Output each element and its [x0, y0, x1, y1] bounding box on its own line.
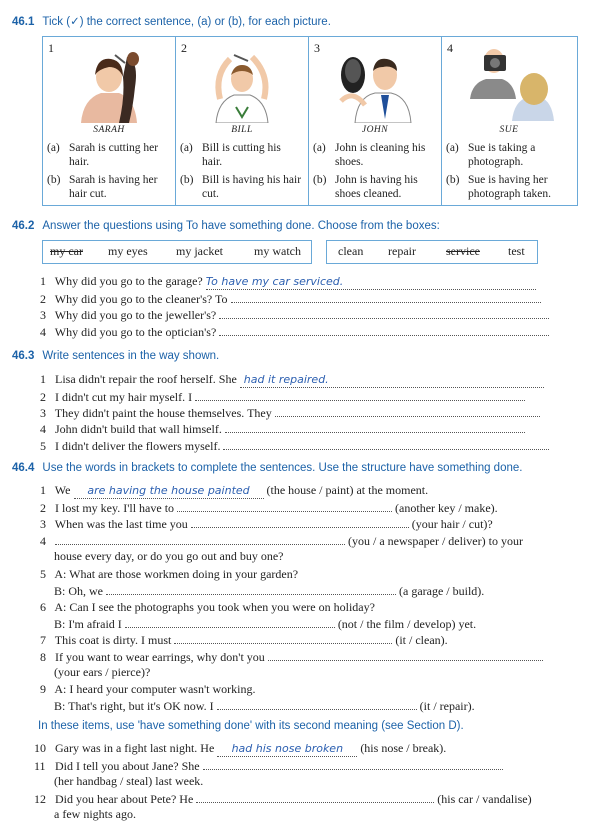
q-46-4-7: 7 This coat is dirty. I must (it / clean).: [40, 633, 448, 647]
blank-46-2-2[interactable]: [231, 291, 541, 303]
illustration-sue: [468, 43, 554, 121]
q-46-4-5-b: B: Oh, we (a garage / build).: [54, 584, 485, 598]
picture-panel: [42, 36, 578, 206]
q-46-2-4: 4 Why did you go to the optician's?: [40, 324, 549, 340]
blank-46-4-3[interactable]: [191, 516, 409, 528]
word-repair: repair: [388, 244, 416, 258]
option-1b: (b) Sarah is having her hair cut.: [47, 174, 158, 200]
blank-46-2-4[interactable]: [219, 324, 549, 336]
q-46-4-11-cont: (her handbag / steal) last week.: [54, 774, 204, 788]
q-46-2-1: 1 Why did you go to the garage? To have my car serviced.: [40, 274, 536, 290]
word-clean: clean: [338, 244, 364, 258]
q-46-4-1: 1 We are having the house painted (the house / paint) at the moment.: [40, 483, 429, 497]
q-46-2-2: 2 Why did you go to the cleaner's? To: [40, 291, 541, 307]
q-46-3-5: 5 I didn't deliver the flowers myself.: [40, 438, 549, 454]
blank-46-3-4[interactable]: [225, 421, 525, 433]
answer-46-4-1: are having the house painted: [74, 483, 264, 499]
q-46-4-3: 3 When was the last time you (your hair / cut)?: [40, 517, 493, 531]
q-46-4-11: 11 Did I tell you about Jane? She: [34, 758, 503, 774]
blank-46-4-7[interactable]: [174, 632, 392, 644]
section-46-3-title: 46.3 Write sentences in the way shown.: [12, 350, 220, 362]
q-46-4-12-cont: a few nights ago.: [54, 807, 136, 821]
answer-46-3-1: had it repaired.: [240, 372, 544, 388]
q-46-4-6: 6 A: Can I see the photographs you took when you were on holiday?: [40, 600, 375, 614]
q-46-3-2: 2 I didn't cut my hair myself. I: [40, 389, 525, 405]
blank-46-2-3[interactable]: [219, 307, 549, 319]
blank-46-4-9[interactable]: [217, 698, 417, 710]
word-my-car: my car: [50, 244, 83, 258]
word-my-eyes: my eyes: [108, 244, 148, 258]
section-46-1-title: 46.1 Tick (✓) the correct sentence, (a) or (b), for each picture.: [12, 16, 331, 28]
picture-cell-2: 2 BILL (a) Bill is cutting his hair. (b) Bill is having his hair cut.: [176, 37, 309, 205]
blank-46-3-2[interactable]: [195, 389, 525, 401]
option-2a: (a) Bill is cutting his hair.: [180, 142, 281, 168]
illustration-john: [335, 45, 415, 123]
option-2b: (b) Bill is having his hair cut.: [180, 174, 302, 200]
illustration-bill: [204, 45, 280, 123]
q-46-4-2: 2 I lost my key. I'll have to (another key / make).: [40, 501, 498, 515]
word-service: service: [446, 244, 480, 258]
option-4b: (b) Sue is having her photograph taken.: [446, 174, 552, 200]
q-46-4-4-cont: house every day, or do you go out and buy one?: [54, 549, 284, 563]
blank-46-3-3[interactable]: [275, 405, 540, 417]
q-46-3-1: 1 Lisa didn't repair the roof herself. She had it repaired.: [40, 372, 544, 388]
section-46-4-title: 46.4 Use the words in brackets to complete the sentences. Use the structure have something done.: [12, 462, 523, 474]
blank-46-4-12[interactable]: [196, 791, 434, 803]
answer-46-2-1: To have my car serviced.: [206, 274, 536, 290]
answer-46-4-10: had his nose broken: [217, 741, 357, 757]
illustration-sarah: [69, 47, 149, 123]
q-46-3-4: 4 John didn't build that wall himself.: [40, 421, 525, 437]
q-46-3-3: 3 They didn't paint the house themselves. They: [40, 405, 540, 421]
blank-46-4-2[interactable]: [177, 500, 392, 512]
option-1a: (a) Sarah is cutting her hair.: [47, 142, 159, 168]
blank-46-4-5[interactable]: [106, 583, 396, 595]
option-3a: (a) John is cleaning his shoes.: [313, 142, 426, 168]
q-46-4-9-b: B: That's right, but it's OK now. I (it / repair).: [54, 699, 475, 713]
word-my-watch: my watch: [254, 244, 301, 258]
q-46-4-5: 5 A: What are those workmen doing in your garden?: [40, 567, 299, 581]
option-4a: (a) Sue is taking a photograph.: [446, 142, 536, 168]
q-46-4-8-cont: (your ears / pierce)?: [54, 665, 151, 679]
blank-46-4-6[interactable]: [125, 616, 335, 628]
word-test: test: [508, 244, 525, 258]
q-46-4-12: 12 Did you hear about Pete? He (his car / vandalise): [34, 792, 532, 806]
picture-cell-3: 3 JOHN (a) John is cleaning his shoes. (b) John is having his shoes cleaned.: [309, 37, 442, 205]
word-my-jacket: my jacket: [176, 244, 223, 258]
picture-cell-1: 1 SARAH (a) Sarah is cutting her hair. (b) Sarah is having her hair cut.: [43, 37, 176, 205]
picture-cell-4: 4 SUE (a) Sue is taking a photograph. (b) Sue is having her photograph taken.: [442, 37, 576, 205]
q-46-4-8: 8 If you want to wear earrings, why don't you: [40, 649, 543, 665]
q-46-4-4: 4 (you / a newspaper / deliver) to your: [40, 534, 523, 548]
q-46-4-6-b: B: I'm afraid I (not / the film / develop) yet.: [54, 617, 477, 631]
section-46-2-title: 46.2 Answer the questions using To have something done. Choose from the boxes:: [12, 220, 440, 232]
section-46-4-subtitle: In these items, use 'have something done' with its second meaning (see Section D).: [38, 720, 464, 732]
q-46-4-10: 10 Gary was in a fight last night. He had his nose broken (his nose / break).: [34, 741, 447, 755]
blank-46-4-8[interactable]: [268, 649, 543, 661]
blank-46-4-4[interactable]: [55, 533, 345, 545]
blank-46-4-11[interactable]: [203, 758, 503, 770]
blank-46-3-5[interactable]: [223, 438, 549, 450]
q-46-2-3: 3 Why did you go to the jeweller's?: [40, 307, 549, 323]
option-3b: (b) John is having his shoes cleaned.: [313, 174, 418, 200]
q-46-4-9: 9 A: I heard your computer wasn't working.: [40, 682, 256, 696]
